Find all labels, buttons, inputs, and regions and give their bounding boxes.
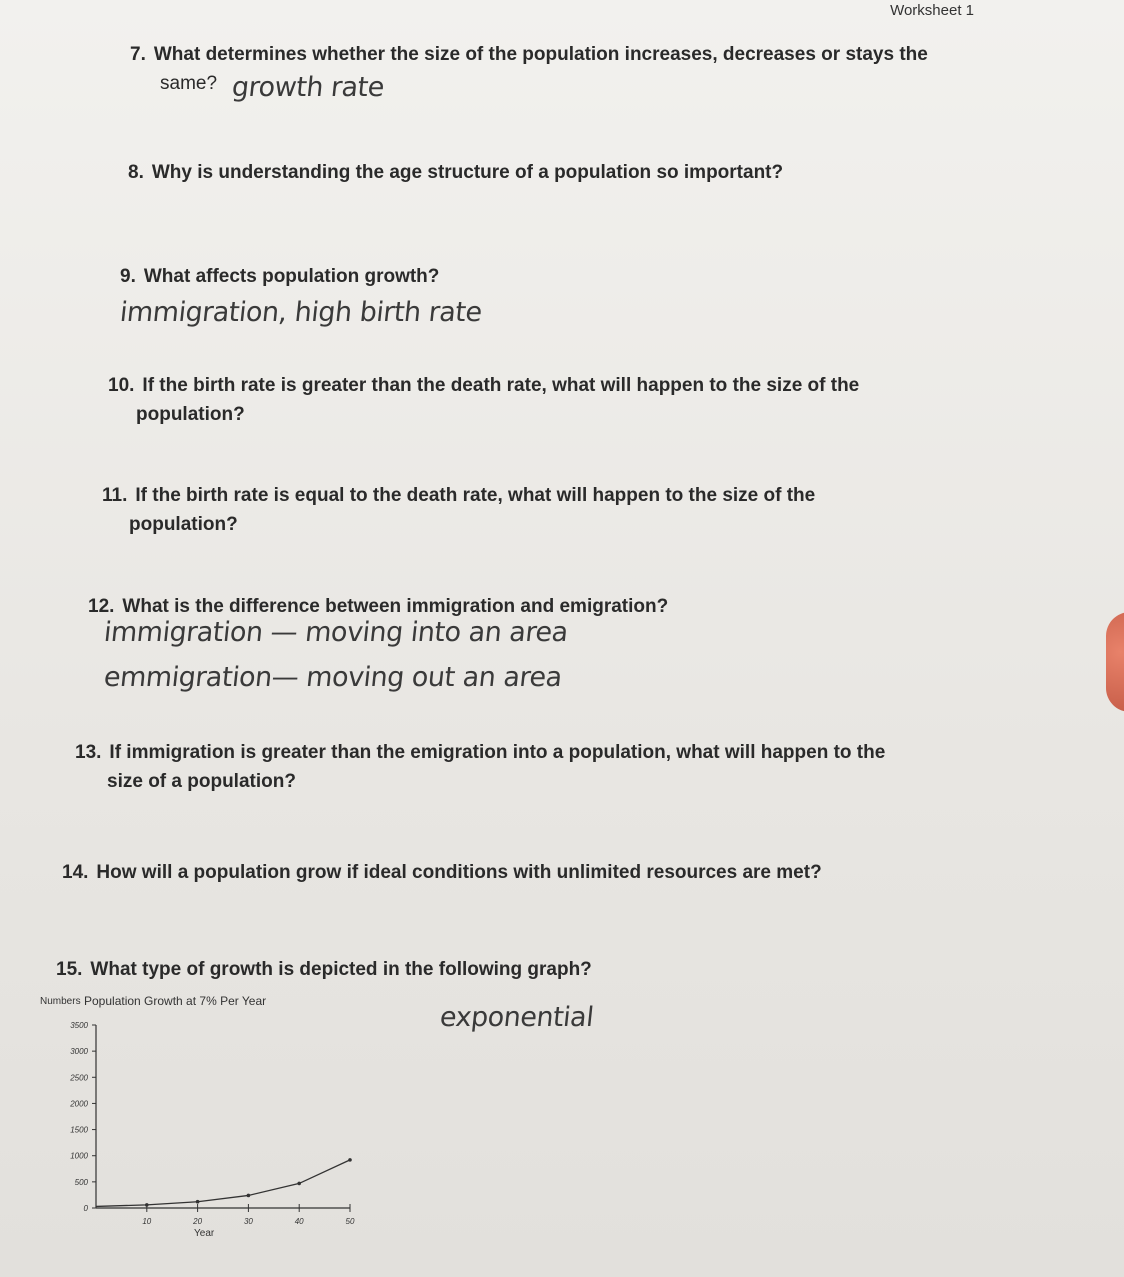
question-number: 7. <box>130 44 146 65</box>
finger-photo-artifact <box>1106 612 1124 712</box>
chart-axes <box>96 1025 350 1208</box>
question-15 <box>56 955 592 984</box>
question-number: 9. <box>120 266 136 287</box>
chart-y-tick-label: 0 <box>83 1204 88 1213</box>
chart-data-point <box>348 1158 352 1162</box>
chart-data-point <box>145 1203 149 1207</box>
question-text: Why is understanding the age structure of a population so important? <box>151 162 784 183</box>
chart-xlabel: Year <box>194 1228 215 1239</box>
question-number: 10. <box>108 375 135 396</box>
chart-y-tick-label: 1500 <box>70 1125 88 1135</box>
chart-x-tick-label: 20 <box>193 1217 203 1226</box>
question-text: How will a population grow if ideal conditions with unlimited resources are met? <box>96 862 822 883</box>
chart-x-tick-label: 50 <box>345 1217 355 1226</box>
question-8 <box>128 158 783 187</box>
chart-data-point <box>196 1200 200 1204</box>
chart-title: Population Growth at 7% Per Year <box>84 994 267 1008</box>
question-text-cont: population? <box>136 404 245 425</box>
chart-x-ticks <box>142 1204 355 1226</box>
question-number: 11. <box>102 485 128 506</box>
answer-12-emigration: emmigration— moving out an area <box>102 662 564 693</box>
chart-series-line <box>96 1160 350 1207</box>
answer-9: immigration, high birth rate <box>118 297 484 328</box>
chart-x-tick-label: 30 <box>243 1217 253 1226</box>
question-text-cont: size of a population? <box>107 771 296 792</box>
chart-y-tick-label: 2500 <box>70 1073 88 1083</box>
question-number: 15. <box>56 959 83 980</box>
question-13 <box>75 738 885 796</box>
chart-data-point <box>297 1182 301 1186</box>
chart-y-tick-label: 3000 <box>70 1047 88 1057</box>
question-text: What type of growth is depicted in the following graph? <box>90 959 592 980</box>
question-text: If immigration is greater than the emigration into a population, what will happen to the <box>109 742 886 763</box>
chart-y-ticks <box>69 1021 96 1213</box>
answer-7: growth rate <box>230 72 386 103</box>
worksheet-header: Worksheet 1 <box>890 2 974 19</box>
answer-15: exponential <box>438 1002 595 1033</box>
question-text-cont: population? <box>129 514 238 535</box>
chart-ylabel: Numbers <box>40 996 81 1007</box>
question-text-cont: same? <box>160 73 218 94</box>
question-text: What is the difference between immigration and emigration? <box>122 596 669 617</box>
question-11 <box>102 481 815 539</box>
question-text: If the birth rate is greater than the death rate, what will happen to the size of the <box>142 375 860 396</box>
chart-y-tick-label: 500 <box>74 1177 88 1187</box>
question-14 <box>62 858 822 887</box>
question-text: If the birth rate is equal to the death rate, what will happen to the size of the <box>135 485 816 506</box>
question-9 <box>120 262 439 291</box>
chart-series <box>96 1158 352 1207</box>
question-text: What determines whether the size of the population increases, decreases or stays the <box>153 44 928 65</box>
question-number: 8. <box>128 162 144 183</box>
chart-y-tick-label: 2000 <box>70 1099 88 1109</box>
population-growth-chart <box>40 990 380 1250</box>
chart-y-tick-label: 3500 <box>70 1021 88 1030</box>
chart-y-tick-label: 1000 <box>70 1151 88 1161</box>
question-number: 14. <box>62 862 89 883</box>
chart-x-tick-label: 10 <box>142 1217 152 1226</box>
chart-data-point <box>247 1194 251 1198</box>
question-number: 12. <box>88 596 115 617</box>
question-number: 13. <box>75 742 102 763</box>
question-text: What affects population growth? <box>143 266 440 287</box>
question-10 <box>108 371 859 429</box>
chart-x-tick-label: 40 <box>294 1217 304 1226</box>
answer-12-immigration: immigration — moving into an area <box>102 617 570 648</box>
